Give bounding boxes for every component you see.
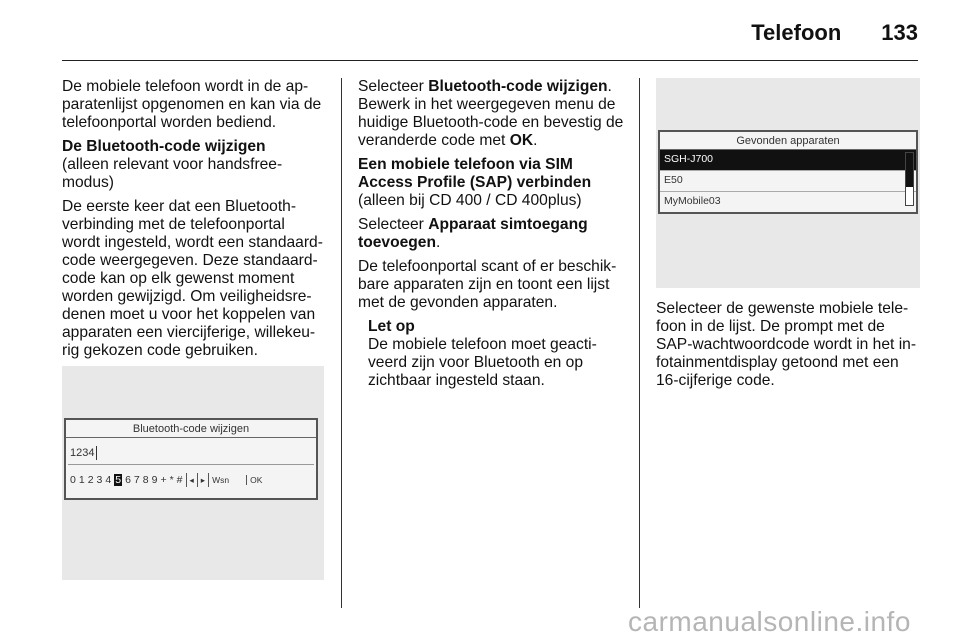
key-2: 2 bbox=[87, 474, 94, 486]
key-3: 3 bbox=[96, 474, 103, 486]
note-text: De mobiele telefoon moet geacti-veerd zijn voor Bluetooth en op zichtbaar ingesteld staan. bbox=[368, 336, 597, 389]
device-list-scrollbar bbox=[905, 152, 914, 206]
found-devices-figure bbox=[656, 78, 920, 288]
column-divider-1 bbox=[341, 78, 342, 608]
key-9: 9 bbox=[151, 474, 158, 486]
select-phone-paragraph: Selecteer de gewenste mobiele tele-foon in de lijst. De prompt met de SAP-wachtwoordcode wordt in het in-fotainmentdisplay getoond met een 16-cijferige code. bbox=[656, 300, 917, 389]
key-7: 7 bbox=[133, 474, 140, 486]
intro-paragraph: De mobiele telefoon wordt in de apparatenlijst opgenomen en kan via de telefoonportal worden bediend. bbox=[62, 78, 322, 131]
scan-paragraph: De telefoonportal scant of er beschik-bare apparaten zijn en toont een lijst met de gevonden apparaten. bbox=[358, 258, 617, 311]
bt-code-screen bbox=[64, 418, 318, 500]
header-divider bbox=[62, 60, 918, 61]
delete-key: Wsn bbox=[212, 475, 230, 485]
key-plus: + bbox=[160, 474, 167, 486]
sap-option: Apparaat simtoegang toevoegen bbox=[358, 216, 588, 251]
bt-code-value: 1234 bbox=[70, 446, 95, 459]
column-3 bbox=[656, 300, 922, 396]
nav-left-icon: ◂ bbox=[189, 474, 194, 485]
key-8: 8 bbox=[142, 474, 149, 486]
column-divider-2 bbox=[639, 78, 640, 608]
note-box bbox=[368, 318, 624, 390]
key-6: 6 bbox=[125, 474, 131, 486]
key-4: 4 bbox=[105, 474, 112, 486]
bt-code-figure bbox=[62, 366, 324, 580]
sap-subnote: (alleen bij CD 400 / CD 400plus) bbox=[358, 192, 582, 209]
device-item-selected: SGH-J700 bbox=[660, 150, 916, 171]
key-star: * bbox=[169, 474, 174, 486]
page-header bbox=[751, 20, 918, 46]
sap-heading: Een mobiele telefoon via SIM Access Profile (SAP) verbinden bbox=[358, 156, 592, 191]
found-screen-title: Gevonden apparaten bbox=[660, 132, 916, 150]
section-title: Telefoon bbox=[751, 20, 842, 45]
key-0: 0 bbox=[70, 474, 76, 486]
note-label: Let op bbox=[368, 318, 415, 335]
nav-right-icon: ▸ bbox=[200, 474, 206, 485]
bt-screen-title: Bluetooth-code wijzigen bbox=[66, 420, 316, 438]
key-1: 1 bbox=[78, 474, 85, 486]
select-bt-paragraph: Selecteer Bluetooth-code wijzigen. Bewerk in het weergegeven menu de huidige Bluetooth-code en bevestig de veranderde code met OK. bbox=[358, 78, 624, 149]
key-5-selected: 5 bbox=[115, 474, 122, 486]
key-hash: # bbox=[176, 474, 183, 486]
bt-code-body: De eerste keer dat een Bluetooth-verbinding met de telefoonportal wordt ingesteld, wordt een standaard-code weergegeven. Deze standaard-code kan op elk gewenst moment worden gewijzigd. Om veiligheidsre-denen moet u voor het koppelen van apparaten een viercijferige, willekeu-rig gekozen code gebruiken. bbox=[62, 198, 323, 359]
ok-key: OK bbox=[246, 475, 262, 485]
found-devices-screen bbox=[658, 130, 918, 214]
text-cursor bbox=[96, 446, 97, 460]
bt-keypad bbox=[66, 465, 316, 495]
column-1 bbox=[62, 78, 324, 366]
page-number: 133 bbox=[881, 20, 918, 45]
device-list bbox=[660, 150, 916, 213]
bt-code-option: Bluetooth-code wijzigen bbox=[428, 78, 608, 95]
select-sap-paragraph: Selecteer Apparaat simtoegang toevoegen. bbox=[358, 216, 588, 251]
ok-option: OK bbox=[509, 132, 534, 149]
bt-code-heading: De Bluetooth-code wijzigen bbox=[62, 138, 266, 155]
bt-code-subnote: (alleen relevant voor handsfree-modus) bbox=[62, 156, 283, 191]
watermark: carmanualsonline.info bbox=[628, 606, 911, 637]
device-item: E50 bbox=[660, 171, 916, 192]
device-item: MyMobile03 bbox=[664, 195, 721, 207]
column-2 bbox=[358, 78, 624, 390]
bt-code-entry bbox=[66, 438, 316, 464]
